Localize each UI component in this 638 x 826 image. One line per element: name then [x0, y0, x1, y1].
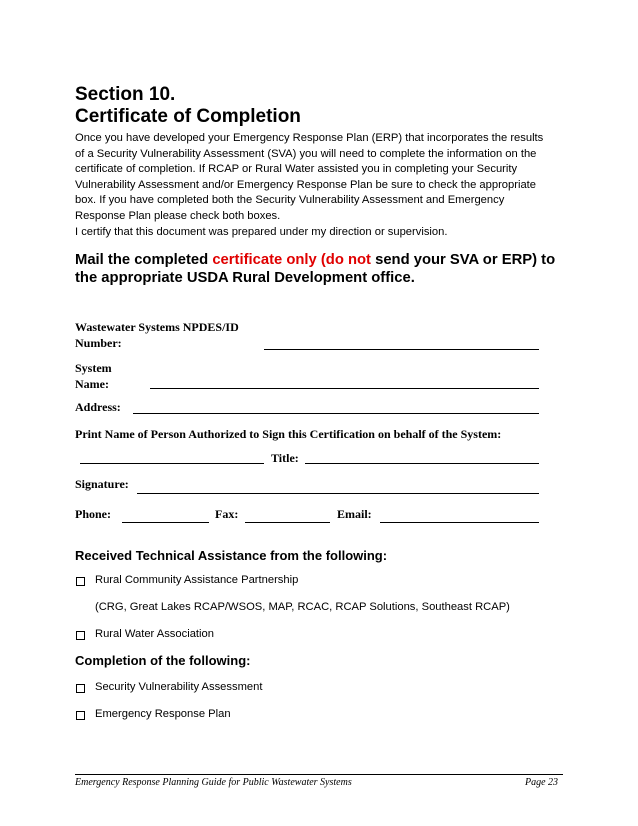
intro-line: Response Plan please check both boxes. [75, 209, 281, 222]
mail-instruction [75, 251, 575, 287]
signature-field[interactable] [137, 493, 539, 494]
rcap-detail: (CRG, Great Lakes RCAP/WSOS, MAP, RCAC, RCAP Solutions, Southeast RCAP) [95, 601, 510, 613]
signature-label: Signature: [75, 477, 129, 491]
intro-line: box. If you have completed both the Security Vulnerability Assessment and Emergency [75, 194, 505, 207]
fax-label: Fax: [215, 507, 239, 521]
rural-water-option-label: Rural Water Association [95, 628, 214, 640]
address-label: Address: [75, 400, 121, 414]
mail-emphasis: certificate only (do not [212, 252, 371, 268]
title-label: Title: [271, 451, 299, 465]
address-field[interactable] [133, 413, 539, 414]
mail-text: send your SVA or ERP) to [370, 252, 556, 268]
print-name-field[interactable] [80, 463, 264, 464]
intro-line: Vulnerability Assessment and/or Emergency Response Plan be sure to check the appropriate [75, 178, 537, 191]
system-name-field[interactable] [150, 388, 539, 389]
erp-option-label: Emergency Response Plan [95, 708, 231, 720]
mail-line-1 [75, 251, 575, 269]
sva-checkbox[interactable] [76, 684, 85, 693]
npdes-label-2: Number: [75, 336, 122, 350]
phone-label: Phone: [75, 507, 111, 521]
rural-water-checkbox[interactable] [76, 631, 85, 640]
intro-line: Once you have developed your Emergency Response Plan (ERP) that incorporates the results [75, 132, 544, 144]
certify-statement: I certify that this document was prepared under my direction or supervision. [75, 226, 448, 238]
footer-divider [75, 774, 563, 775]
footer-page-number: Page 23 [525, 777, 559, 788]
mail-text: Mail the completed [75, 252, 213, 268]
sva-option-label: Security Vulnerability Assessment [95, 681, 263, 693]
npdes-field[interactable] [264, 349, 539, 350]
email-label: Email: [337, 507, 372, 521]
intro-line: certificate of completion. If RCAP or Rural Water assisted you in completing your Security [75, 163, 518, 176]
system-name-label-2: Name: [75, 377, 109, 391]
system-name-label: System [75, 361, 112, 375]
footer-document-title: Emergency Response Planning Guide for Public Wastewater Systems [75, 777, 352, 788]
email-field[interactable] [380, 522, 539, 523]
section-number: Section 10. [75, 84, 176, 105]
title-field[interactable] [305, 463, 539, 464]
erp-checkbox[interactable] [76, 711, 85, 720]
intro-paragraph [75, 131, 565, 225]
intro-line: of a Security Vulnerability Assessment (SVA) you will need to complete the information on the [75, 147, 537, 160]
print-name-label: Print Name of Person Authorized to Sign this Certification on behalf of the System: [75, 427, 502, 441]
mail-line-2: the appropriate USDA Rural Development office. [75, 270, 415, 286]
assistance-heading: Received Technical Assistance from the following: [75, 548, 388, 563]
rcap-checkbox[interactable] [76, 577, 85, 586]
rcap-option-label: Rural Community Assistance Partnership [95, 574, 299, 586]
fax-field[interactable] [245, 522, 330, 523]
page-title: Certificate of Completion [75, 106, 301, 127]
completion-heading: Completion of the following: [75, 653, 251, 668]
npdes-label: Wastewater Systems NPDES/ID [75, 320, 239, 334]
phone-field[interactable] [122, 522, 209, 523]
